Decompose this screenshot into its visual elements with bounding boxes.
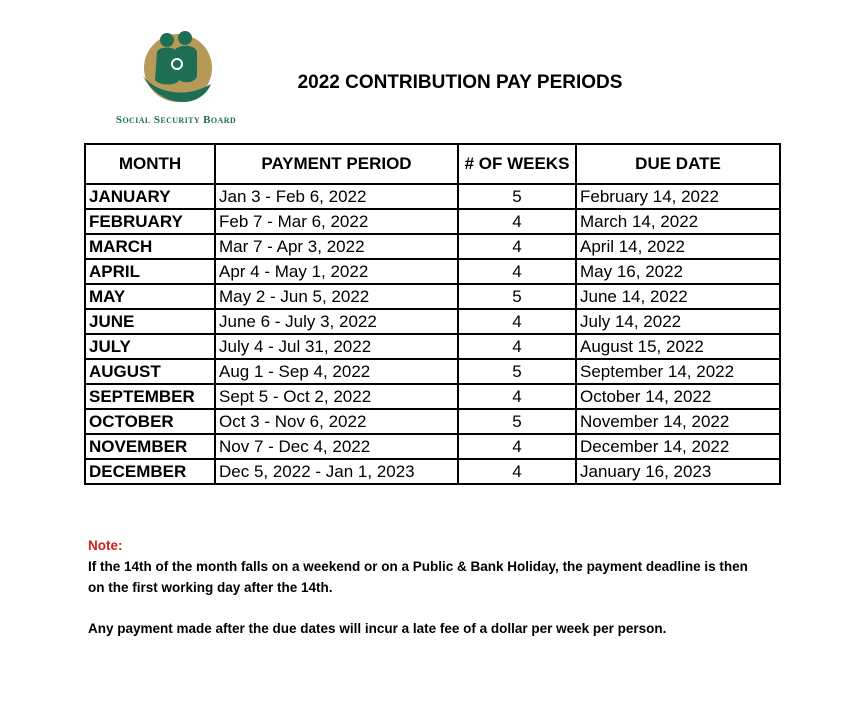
weeks-cell: 4 — [458, 209, 576, 234]
month-cell: JUNE — [85, 309, 215, 334]
due-date-cell: May 16, 2022 — [576, 259, 780, 284]
month-cell: MAY — [85, 284, 215, 309]
social-security-board-logo — [93, 30, 259, 128]
table-header-row — [85, 144, 780, 184]
table-row — [85, 234, 780, 259]
period-cell: Oct 3 - Nov 6, 2022 — [215, 409, 458, 434]
weeks-cell: 4 — [458, 334, 576, 359]
weeks-cell: 5 — [458, 184, 576, 209]
column-header-due-date: DUE DATE — [576, 144, 780, 184]
family-hands-logo-icon — [137, 30, 217, 110]
month-cell: DECEMBER — [85, 459, 215, 484]
table-row — [85, 309, 780, 334]
column-header-weeks: # OF WEEKS — [458, 144, 576, 184]
page-title: 2022 CONTRIBUTION PAY PERIODS — [297, 72, 623, 93]
due-date-cell: March 14, 2022 — [576, 209, 780, 234]
note-section — [88, 535, 768, 639]
note-spacer — [88, 598, 768, 618]
table-row — [85, 284, 780, 309]
weeks-cell: 5 — [458, 359, 576, 384]
period-cell: June 6 - July 3, 2022 — [215, 309, 458, 334]
note-weekend-holiday-text: If the 14th of the month falls on a weekend or on a Public & Bank Holiday, the payment deadline is then on the first working day after the 14th. — [88, 559, 748, 595]
weeks-cell: 4 — [458, 234, 576, 259]
month-cell: JULY — [85, 334, 215, 359]
due-date-cell: July 14, 2022 — [576, 309, 780, 334]
month-cell: NOVEMBER — [85, 434, 215, 459]
table-row — [85, 384, 780, 409]
logo-wordmark: Social Security Board — [115, 114, 237, 126]
due-date-cell: February 14, 2022 — [576, 184, 780, 209]
due-date-cell: November 14, 2022 — [576, 409, 780, 434]
table-row — [85, 434, 780, 459]
due-date-cell: August 15, 2022 — [576, 334, 780, 359]
period-cell: Sept 5 - Oct 2, 2022 — [215, 384, 458, 409]
period-cell: May 2 - Jun 5, 2022 — [215, 284, 458, 309]
month-cell: SEPTEMBER — [85, 384, 215, 409]
period-cell: Feb 7 - Mar 6, 2022 — [215, 209, 458, 234]
column-header-payment-period: PAYMENT PERIOD — [215, 144, 458, 184]
table-row — [85, 209, 780, 234]
due-date-cell: December 14, 2022 — [576, 434, 780, 459]
table-row — [85, 259, 780, 284]
table-row — [85, 359, 780, 384]
pay-periods-table — [84, 143, 781, 485]
month-cell: JANUARY — [85, 184, 215, 209]
weeks-cell: 4 — [458, 459, 576, 484]
month-cell: OCTOBER — [85, 409, 215, 434]
month-cell: APRIL — [85, 259, 215, 284]
table-row — [85, 184, 780, 209]
weeks-cell: 4 — [458, 309, 576, 334]
weeks-cell: 5 — [458, 284, 576, 309]
period-cell: Dec 5, 2022 - Jan 1, 2023 — [215, 459, 458, 484]
period-cell: July 4 - Jul 31, 2022 — [215, 334, 458, 359]
month-cell: FEBRUARY — [85, 209, 215, 234]
weeks-cell: 5 — [458, 409, 576, 434]
table-row — [85, 334, 780, 359]
period-cell: Apr 4 - May 1, 2022 — [215, 259, 458, 284]
weeks-cell: 4 — [458, 259, 576, 284]
weeks-cell: 4 — [458, 384, 576, 409]
due-date-cell: June 14, 2022 — [576, 284, 780, 309]
note-label: Note: — [88, 538, 123, 553]
table-row — [85, 409, 780, 434]
due-date-cell: October 14, 2022 — [576, 384, 780, 409]
column-header-month: MONTH — [85, 144, 215, 184]
note-late-fee-text: Any payment made after the due dates will incur a late fee of a dollar per week per person. — [88, 621, 667, 636]
month-cell: MARCH — [85, 234, 215, 259]
due-date-cell: September 14, 2022 — [576, 359, 780, 384]
period-cell: Mar 7 - Apr 3, 2022 — [215, 234, 458, 259]
weeks-cell: 4 — [458, 434, 576, 459]
period-cell: Aug 1 - Sep 4, 2022 — [215, 359, 458, 384]
period-cell: Nov 7 - Dec 4, 2022 — [215, 434, 458, 459]
month-cell: AUGUST — [85, 359, 215, 384]
table-row — [85, 459, 780, 484]
due-date-cell: April 14, 2022 — [576, 234, 780, 259]
period-cell: Jan 3 - Feb 6, 2022 — [215, 184, 458, 209]
due-date-cell: January 16, 2023 — [576, 459, 780, 484]
